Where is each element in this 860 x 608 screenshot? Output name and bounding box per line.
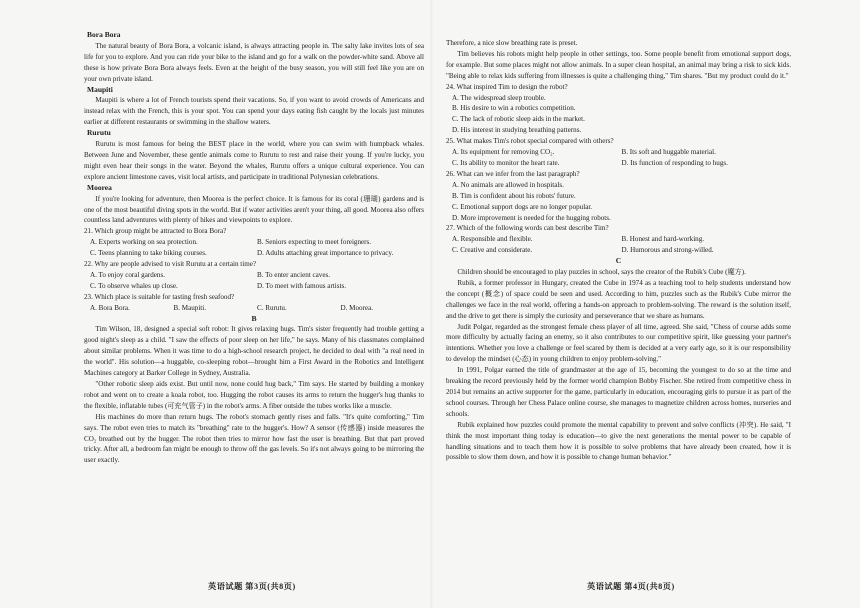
paragraph-c3: Judit Polgar, regarded as the strongest female chess player of all time, agreed. She said, "Chess of course adds some more difficulty by actually facing an enemy, so it also contributes to our competitive spirit, like guessing your partner's intentions. Whether you love a challenge or feel scared by them is decided at a very early age, so it is our responsibility to develop the mindset (心态) in young children to enjoy problem-solving.": [446, 322, 791, 364]
option-26a: A. No animals are allowed in hospitals.: [452, 180, 564, 189]
question-25: 25. What makes Tim's robot special compared with others?: [446, 137, 614, 146]
footer-page-4: 英语试题 第4页(共8页): [587, 582, 675, 591]
option-21a: A. Experts working on sea protection.: [90, 238, 198, 247]
option-22d: D. To meet with famous artists.: [257, 281, 347, 290]
question-22-options-row2: [84, 281, 424, 292]
option-24b: B. His desire to win a robotics competition.: [452, 104, 576, 113]
question-24: 24. What inspired Tim to design the robot?: [446, 82, 568, 91]
paragraph-rurutu: Rurutu is most famous for being the BEST place in the world, where you can swim with humpback whales. Between June and November, these gentle animals come to Rurutu to rest and raise their young. If you're lucky, you might even hear their songs in the water. Beyond the whales, Rurutu offers a unique cultural experience. You can explore ancient limestone caves, visit local artists, and participate in traditional Polynesian celebrations.: [84, 140, 424, 181]
paragraph-b1: Tim Wilson, 18, designed a special soft robot: It gives relaxing hugs. Tim's sister frequently had trouble getting a good night's sleep as a child. "I saw the effects of poor sleep on her life," he says. Many of his classmates complained about similar problems. When it was time to do a high-school research project, he decided to deal with "a real need in the world". His solution—a huggable, co-sleeping robot—brought him a First Award in the Robotics and Intelligent Machines category at Barker College in Sydney, Australia.: [84, 325, 424, 378]
question-21-options-row1: [84, 237, 424, 248]
option-27a: A. Responsible and flexible.: [452, 235, 533, 244]
question-25-options-row2: [446, 158, 791, 169]
question-26: 26. What can we infer from the last paragraph?: [446, 169, 580, 178]
paragraph-b3: His machines do more than return hugs. The robot's stomach gently rises and falls. "It's quite comforting," Tim says. The robot even tries to match its "breathing" rate to the hugger's. How? A sensor (传感器) inside measures the CO₂ breathed out by the hugger. The robot then tries to mirror how fast the user is breathing. But that part proved tricky. After all, a bedroom fan might be enough to throw off the gas levels. So it's not always going to be mirroring the user exactly.: [84, 412, 424, 465]
question-21: 21. Which group might be attracted to Bora Bora?: [84, 227, 227, 236]
option-27c: C. Creative and considerate.: [452, 246, 533, 255]
option-21b: B. Seniors expecting to meet foreigners.: [257, 238, 372, 247]
question-22: 22. Why are people advised to visit Rurutu at a certain time?: [84, 260, 257, 269]
option-22c: C. To observe whales up close.: [90, 281, 178, 290]
question-27-options-row1: [446, 234, 791, 245]
option-25c: C. Its ability to monitor the heart rate.: [452, 158, 560, 167]
option-26b: B. Tim is confident about his robots' future.: [452, 191, 576, 200]
question-27-options-row2: [446, 245, 791, 256]
heading-moorea: Moorea: [87, 182, 112, 192]
heading-bora-bora: Bora Bora: [87, 30, 121, 39]
question-25-options-row1: [446, 147, 791, 158]
option-27d: D. Humorous and strong-willed.: [621, 246, 714, 255]
option-24d: D. His interest in studying breathing patterns.: [452, 126, 582, 135]
option-25b: B. Its soft and huggable material.: [621, 148, 716, 157]
paragraph-c1: Children should be encouraged to play puzzles in school, says the creator of the Rubik's Cube (魔方).: [457, 268, 746, 277]
paragraph-moorea: If you're looking for adventure, then Moorea is the perfect choice. It is famous for its coral (珊瑚) gardens and is one of the most beautiful diving spots in the world. But if water activities aren't your thing, all good. Moorea also offers countless land adventures with plenty of hikes and viewpoints to explore.: [84, 194, 425, 225]
paragraph-b5: Tim believes his robots might help people in other settings, too. Some people benefit from emotional support dogs, for example. But some places might not allow animals. In a super clean hospital, an animal may bring a risk to sick kids. "Being able to relax kids suffering from illnesses is quite a challenging thing," Tim shares. "But my product could do it.": [446, 49, 791, 80]
heading-maupiti: Maupiti: [87, 84, 113, 94]
question-23-options: [84, 303, 424, 314]
section-b-heading: B: [251, 313, 257, 323]
option-25a: A. Its equipment for removing CO₂.: [452, 148, 555, 157]
option-26d: D. More improvement is needed for the hugging robots.: [452, 213, 611, 222]
paragraph-c2: Rubik, a former professor in Hungary, created the Cube in 1974 as a teaching tool to help students understand how the concept (概念) of space could be seen and used. According to him, puzzles such as the Rubik's Cube mirror the challenges we face in the real world, offering a hands-on approach to problem-solving. The reward is the solution itself, and the drive to get there is simply the curiosity and perseverance that we share as humans.: [446, 278, 791, 320]
question-27: 27. Which of the following words can best describe Tim?: [446, 224, 609, 233]
paragraph-maupiti: Maupiti is where a lot of French tourists spend their vacations. So, if you want to avoid crowds of Americans and instead relax with the French, this is your spot. You can spend your days eating fish caught by the locals just minutes earlier at different restaurants or swimming in the shallow waters.: [84, 96, 424, 127]
right-column: [446, 38, 791, 463]
left-column: [84, 30, 424, 466]
paragraph-bora-bora: The natural beauty of Bora Bora, a volcanic island, is always attracting people in. The salty lake invites lots of sea life for you to explore. And you can ride your bike to the island and go for a walk on the powder-white sand. Above all these is how private Bora Bora always feels. Even at the height of the busy season, you will still feel like you are on your own private island.: [84, 41, 424, 83]
option-24c: C. The lack of robotic sleep aids in the market.: [452, 115, 585, 124]
page-gutter: [430, 0, 434, 608]
option-23a: A. Bora Bora.: [90, 303, 130, 312]
option-27b: B. Honest and hard-working.: [621, 235, 705, 244]
paragraph-b2: "Other robotic sleep aids exist. But until now, none could hug back," Tim says. He started by building a monkey robot and went on to create a koala robot, too. Hugging the robot causes its arms to return the hugger's hug thanks to the flexible, inflatable tubes (可充气管子) in the robot's arms. A fiber outside the tubes works like a muscle.: [84, 380, 424, 410]
question-21-options-row2: [84, 248, 424, 259]
option-21c: C. Teens planning to take biking courses.: [90, 249, 207, 258]
option-26c: C. Emotional support dogs are no longer popular.: [452, 202, 593, 211]
footer-page-3: 英语试题 第3页(共8页): [208, 582, 296, 591]
paragraph-c5: Rubik explained how puzzles could promote the mental capability to prevent and solve conflicts (冲突). He said, "I think the most important thing today is education—to give the next generations the mental power to be capable of handling situations and to teach them how it is possible to solve problems that have already been created, how it is possible to slow them down, and how it is possible to change human behavior.": [446, 420, 791, 462]
option-25d: D. Its function of responding to hugs.: [621, 158, 728, 167]
option-22a: A. To enjoy coral gardens.: [90, 270, 166, 279]
option-21d: D. Adults attaching great importance to privacy.: [257, 249, 394, 258]
heading-rurutu: Rurutu: [87, 128, 111, 138]
question-23: 23. Which place is suitable for tasting fresh seafood?: [84, 292, 235, 301]
paragraph-c4: In 1991, Polgar earned the title of grandmaster at the age of 15, becoming the youngest to do so at the time and breaking the record previously held by the former world champion Bobby Fischer. She retired from competitive chess in 2014 but remains an active supporter for the game, particularly in education, encouraging girls to pursue it as part of the school courses. Through her Chess Palace online course, she manages to magnetize children across homes, nurseries and schools.: [446, 366, 791, 418]
option-23b: B. Maupiti.: [173, 303, 207, 312]
question-22-options-row1: [84, 270, 424, 281]
option-23c: C. Rurutu.: [257, 303, 287, 312]
section-c-heading: C: [615, 256, 622, 266]
paragraph-b4: Therefore, a nice slow breathing rate is preset.: [446, 39, 578, 47]
option-23d: D. Moorea.: [340, 303, 374, 312]
option-24a: A. The widespread sleep trouble.: [452, 93, 546, 102]
option-22b: B. To enter ancient caves.: [257, 270, 331, 279]
